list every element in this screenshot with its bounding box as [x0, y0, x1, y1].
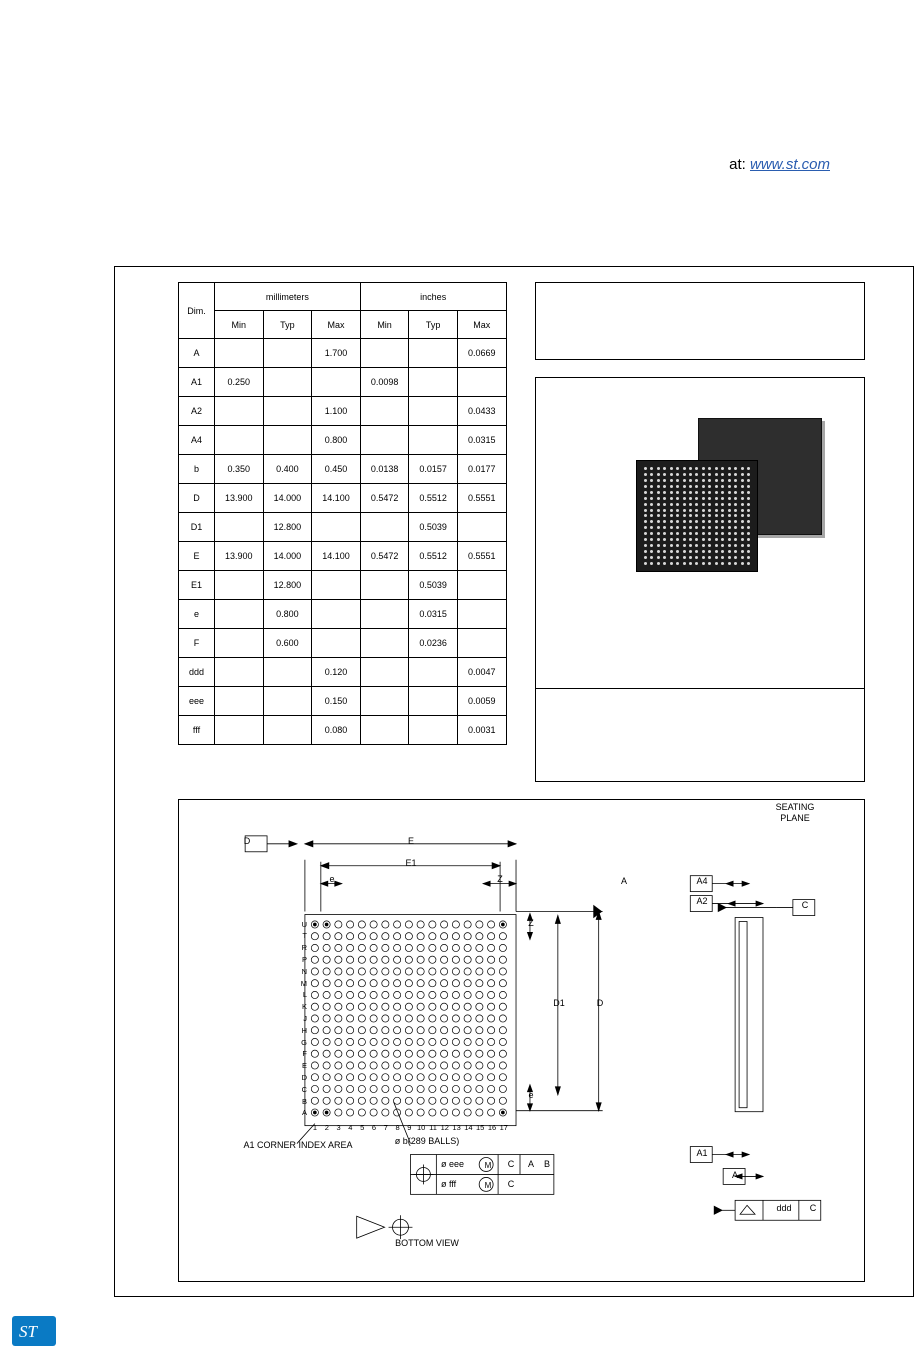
cell-in-typ: 0.0315 — [409, 600, 458, 629]
table-row — [179, 600, 507, 629]
ball-row-label: J — [303, 1013, 307, 1023]
cell-mm-typ — [263, 368, 312, 397]
ball-column-label: 6 — [371, 1122, 377, 1132]
cell-in-max — [457, 513, 506, 542]
table-row — [179, 716, 507, 745]
ball-column-label: 15 — [476, 1122, 485, 1132]
cell-in-max: 0.0669 — [457, 339, 506, 368]
dim-D1-label: D1 — [553, 998, 565, 1008]
cell-symbol: E1 — [179, 571, 215, 600]
ball-column-label: 13 — [452, 1122, 461, 1132]
cell-mm-min — [215, 571, 264, 600]
dim-D-label: D — [596, 998, 604, 1008]
cell-mm-max: 14.100 — [312, 484, 361, 513]
cell-in-max: 0.0047 — [457, 658, 506, 687]
mechanical-drawing-svg — [179, 800, 864, 1281]
cell-mm-max: 0.450 — [312, 455, 361, 484]
datum-A-label: A — [620, 876, 627, 886]
header-inches: inches — [360, 283, 506, 311]
cell-in-min — [360, 571, 409, 600]
cell-mm-max: 0.080 — [312, 716, 361, 745]
cell-mm-min — [215, 716, 264, 745]
cell-in-typ — [409, 397, 458, 426]
cell-in-max: 0.0059 — [457, 687, 506, 716]
header-symbol: Dim. — [179, 283, 215, 339]
cell-mm-min: 0.250 — [215, 368, 264, 397]
ball-column-label: 3 — [336, 1122, 341, 1132]
ball-count-label: ø b(289 BALLS) — [394, 1136, 460, 1146]
cell-symbol: fff — [179, 716, 215, 745]
cell-in-typ: 0.5512 — [409, 542, 458, 571]
cell-symbol: D — [179, 484, 215, 513]
ball-row-label: M — [300, 978, 307, 988]
cell-mm-max — [312, 368, 361, 397]
cell-mm-typ: 0.600 — [263, 629, 312, 658]
cell-in-min — [360, 629, 409, 658]
ball-column-label: 1 — [312, 1122, 318, 1132]
subheader-0: Min — [215, 311, 264, 339]
ball-column-label: 11 — [429, 1122, 437, 1132]
package-figure-frame — [114, 266, 914, 1297]
ball-column-label: 4 — [348, 1122, 353, 1132]
cell-in-min — [360, 339, 409, 368]
subheader-4: Typ — [409, 311, 458, 339]
table-row — [179, 397, 507, 426]
ball-column-label: 10 — [417, 1122, 426, 1132]
dim-A2-label: A2 — [696, 896, 708, 906]
cell-in-typ — [409, 658, 458, 687]
cell-mm-max — [312, 513, 361, 542]
cell-mm-max — [312, 571, 361, 600]
table-header-group-row — [179, 283, 507, 311]
ddd-value-label: ddd — [776, 1203, 792, 1213]
cell-symbol: e — [179, 600, 215, 629]
package-ball-side — [636, 460, 758, 572]
cell-symbol: A1 — [179, 368, 215, 397]
ball-row-label: D — [301, 1072, 307, 1082]
dim-Z-label-top: Z — [497, 874, 503, 884]
cell-mm-typ — [263, 716, 312, 745]
subheader-3: Min — [360, 311, 409, 339]
dim-E1-label: E1 — [405, 858, 417, 868]
fcf-datum-C-1: C — [507, 1159, 515, 1169]
cell-symbol: E — [179, 542, 215, 571]
ball-row-label: N — [301, 966, 307, 976]
cell-in-min: 0.5472 — [360, 484, 409, 513]
cell-symbol: D1 — [179, 513, 215, 542]
cell-mm-min — [215, 687, 264, 716]
cell-in-typ: 0.5039 — [409, 571, 458, 600]
st-website-link[interactable]: www.st.com — [749, 156, 830, 173]
st-logo-glyph: ST — [19, 1322, 37, 1341]
photo-box-footer — [536, 690, 864, 704]
st-logo — [12, 1316, 56, 1346]
cell-mm-max: 0.150 — [312, 687, 361, 716]
cell-symbol: A4 — [179, 426, 215, 455]
cell-mm-typ: 12.800 — [263, 513, 312, 542]
ball-column-label: 12 — [440, 1122, 449, 1132]
ball-row-label: P — [301, 954, 307, 964]
cell-in-max: 0.0031 — [457, 716, 506, 745]
modifier-m-1: M — [484, 1161, 492, 1170]
ball-column-label: 7 — [383, 1122, 388, 1132]
cell-symbol: A — [179, 339, 215, 368]
cell-mm-min — [215, 426, 264, 455]
subheader-2: Max — [312, 311, 361, 339]
cell-in-max: 0.0315 — [457, 426, 506, 455]
dim-A1-label: A1 — [696, 1148, 708, 1158]
cell-in-min: 0.0098 — [360, 368, 409, 397]
cell-in-min — [360, 687, 409, 716]
table-row — [179, 339, 507, 368]
a1-corner-label: A1 CORNER INDEX AREA — [243, 1140, 353, 1150]
cell-symbol: F — [179, 629, 215, 658]
table-row — [179, 484, 507, 513]
ball-row-label: U — [301, 919, 307, 929]
cell-mm-min — [215, 513, 264, 542]
ball-row-label: C — [301, 1084, 307, 1094]
cell-in-min — [360, 397, 409, 426]
cell-in-min — [360, 716, 409, 745]
cell-mm-min: 0.350 — [215, 455, 264, 484]
subheader-5: Max — [457, 311, 506, 339]
modifier-m-2: M — [484, 1181, 492, 1190]
cell-in-min — [360, 600, 409, 629]
cell-in-min: 0.0138 — [360, 455, 409, 484]
cell-in-max: 0.5551 — [457, 542, 506, 571]
solder-ball-array — [642, 466, 752, 566]
ball-column-label: 2 — [324, 1122, 329, 1132]
dim-e-label-bottom: e — [528, 1090, 534, 1100]
cell-in-typ: 0.5512 — [409, 484, 458, 513]
cell-mm-typ: 14.000 — [263, 484, 312, 513]
table-row — [179, 513, 507, 542]
cell-in-max: 0.0433 — [457, 397, 506, 426]
ball-row-label: G — [301, 1037, 307, 1047]
package-3d-illustration — [626, 408, 856, 598]
cell-in-max — [457, 571, 506, 600]
subheader-1: Typ — [263, 311, 312, 339]
ball-column-label: 5 — [360, 1122, 365, 1132]
dim-Z-label-right: Z — [528, 918, 534, 928]
cell-mm-min — [215, 600, 264, 629]
dim-A-label-side: A — [731, 1170, 738, 1180]
table-row — [179, 542, 507, 571]
fff-label: ø fff — [441, 1179, 457, 1189]
cell-in-typ: 0.5039 — [409, 513, 458, 542]
ball-column-label: 8 — [395, 1122, 400, 1132]
cell-mm-max — [312, 600, 361, 629]
cell-in-typ — [409, 426, 458, 455]
cell-in-typ: 0.0157 — [409, 455, 458, 484]
cell-in-min — [360, 426, 409, 455]
fcf-datum-A: A — [527, 1159, 534, 1169]
cell-mm-min — [215, 658, 264, 687]
dim-E-label: E — [407, 836, 414, 846]
cell-in-typ: 0.0236 — [409, 629, 458, 658]
note-box — [535, 282, 865, 360]
cell-in-max — [457, 368, 506, 397]
ball-row-label: L — [302, 990, 307, 1000]
ball-column-label: 14 — [464, 1122, 473, 1132]
ball-row-label: R — [301, 943, 307, 953]
cell-in-min: 0.5472 — [360, 542, 409, 571]
fcf-datum-C-2: C — [507, 1179, 515, 1189]
table-row — [179, 629, 507, 658]
ball-row-label: H — [301, 1025, 307, 1035]
cell-mm-max: 0.800 — [312, 426, 361, 455]
cell-in-typ — [409, 339, 458, 368]
table-row — [179, 455, 507, 484]
table-row — [179, 687, 507, 716]
cell-in-typ — [409, 716, 458, 745]
ball-column-label: 9 — [407, 1122, 412, 1132]
cell-mm-max: 14.100 — [312, 542, 361, 571]
cell-mm-typ: 14.000 — [263, 542, 312, 571]
cell-in-max: 0.0177 — [457, 455, 506, 484]
table-row — [179, 426, 507, 455]
cell-in-min — [360, 658, 409, 687]
cell-symbol: eee — [179, 687, 215, 716]
package-photo-box — [535, 377, 865, 782]
cell-mm-min: 13.900 — [215, 542, 264, 571]
cell-mm-max: 1.700 — [312, 339, 361, 368]
ball-row-label: E — [301, 1061, 307, 1071]
ball-column-label: 17 — [499, 1122, 508, 1132]
cell-mm-typ — [263, 687, 312, 716]
cell-mm-typ — [263, 426, 312, 455]
ball-row-label: T — [302, 931, 307, 941]
ball-column-label: 16 — [487, 1122, 497, 1132]
bottom-view-label: BOTTOM VIEW — [395, 1238, 459, 1248]
table-subheader-row — [179, 311, 507, 339]
ddd-datum-label: C — [809, 1203, 817, 1213]
cell-in-typ — [409, 687, 458, 716]
cell-in-min — [360, 513, 409, 542]
cell-mm-typ: 0.800 — [263, 600, 312, 629]
cell-mm-typ: 0.400 — [263, 455, 312, 484]
seating-plane-label: SEATING PLANE — [775, 802, 815, 823]
cell-symbol: ddd — [179, 658, 215, 687]
cell-mm-typ — [263, 658, 312, 687]
datum-D-label: D — [243, 836, 251, 846]
dim-A4-label: A4 — [696, 876, 708, 886]
website-link-line — [0, 156, 830, 173]
dim-e-label-top: e — [329, 874, 335, 884]
cell-mm-max: 1.100 — [312, 397, 361, 426]
mechanical-drawing-box — [178, 799, 865, 1282]
cell-symbol: A2 — [179, 397, 215, 426]
cell-mm-typ — [263, 397, 312, 426]
table-row — [179, 658, 507, 687]
cell-mm-max: 0.120 — [312, 658, 361, 687]
package-dimensions-table — [178, 282, 507, 745]
table-row — [179, 368, 507, 397]
cell-mm-min: 13.900 — [215, 484, 264, 513]
cell-mm-typ — [263, 339, 312, 368]
cell-mm-min — [215, 629, 264, 658]
ball-row-label: B — [301, 1096, 307, 1106]
cell-mm-min — [215, 339, 264, 368]
cell-mm-min — [215, 397, 264, 426]
ball-row-label: F — [302, 1049, 307, 1059]
fcf-datum-B: B — [543, 1159, 550, 1169]
cell-in-max — [457, 600, 506, 629]
ball-row-label: A — [301, 1108, 307, 1118]
cell-mm-max — [312, 629, 361, 658]
eee-label: ø eee — [441, 1159, 465, 1169]
cell-in-max — [457, 629, 506, 658]
header-millimeters: millimeters — [215, 283, 361, 311]
cell-in-max: 0.5551 — [457, 484, 506, 513]
ball-row-label: K — [301, 1002, 307, 1012]
cell-symbol: b — [179, 455, 215, 484]
table-row — [179, 571, 507, 600]
cell-mm-typ: 12.800 — [263, 571, 312, 600]
photo-box-divider — [536, 688, 864, 689]
at-label: at: — [729, 156, 746, 173]
datum-C-label: C — [801, 900, 809, 910]
cell-in-typ — [409, 368, 458, 397]
